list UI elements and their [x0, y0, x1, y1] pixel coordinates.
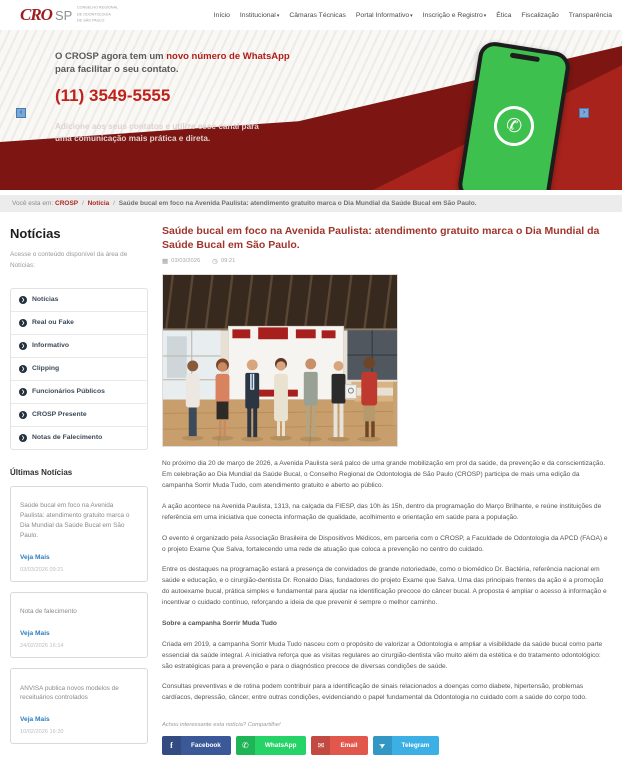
nav-camaras-tecnicas[interactable]: Câmaras Técnicas [289, 11, 346, 19]
phone-notch [510, 53, 540, 63]
veja-mais-link[interactable]: Veja Mais [20, 716, 50, 724]
card-date: 03/03/2026 09:21 [20, 566, 64, 573]
card-title: Nota de falecimento [20, 608, 77, 616]
share-facebook-button[interactable]: f Facebook [162, 736, 231, 755]
telegram-icon: ➤ [373, 736, 392, 755]
clock-icon: ◷ [212, 258, 218, 266]
whatsapp-icon: ✆ [236, 736, 255, 755]
sidebar-menu [10, 288, 148, 450]
nav-transparencia[interactable]: Transparência [568, 11, 612, 19]
sidebar-item-real-ou-fake[interactable]: ❯ Real ou Fake [11, 312, 147, 335]
card-title: Saúde bucal em foco na Avenida Paulista: atendimento gratuito marca o Dia Mundial da Saúde Bucal em São Paulo. [20, 502, 130, 539]
arrow-circle-icon: ❯ [19, 319, 27, 327]
banner-headline: O CROSP agora tem um novo número de WhatsApp para facilitar o seu contato. [55, 51, 290, 76]
card-date: 24/02/2026 16:14 [20, 643, 64, 650]
banner-subtext: Adicione aos seus contatos e utilize esse canal para uma comunicação mais prática e direta. [55, 121, 259, 143]
latest-news-title: Últimas Notícias [10, 467, 73, 477]
article-meta [162, 257, 612, 265]
article-title: Saúde bucal em foco na Avenida Paulista: atendimento gratuito marca o Dia Mundial da Saúde Bucal em São Paulo. [162, 225, 600, 252]
nav-fiscalizacao[interactable]: Fiscalização [521, 11, 559, 19]
sidebar-item-notas-de-falecimento[interactable]: ❯ Notas de Falecimento [11, 427, 147, 449]
article-paragraph: O evento é organizado pela Associação Brasileira de Dispositivos Médicos, em parceria com o CROSP, a Faculdade de Odontologia da APCD (FAOA) e o projeto Exame Que Salva, fortalecendo uma rede de atuação que coloca a prevenção no centro do cuidado. [162, 534, 608, 553]
sidebar-title: Notícias [10, 226, 61, 241]
chevron-down-icon: ▾ [410, 12, 413, 19]
article-paragraph: Consultas preventivas e de rotina podem contribuir para a identificação de sinais relacionados a doenças como diabete, hipertensão, problemas cardíacos, depressão, câncer, entre outras condições, evidenciando o papel fundamental da Odontologia no cuidado com a saúde do corpo todo. [162, 683, 587, 702]
nav-inscricao-registro[interactable]: Inscrição e Registro▾ [422, 11, 487, 19]
veja-mais-link[interactable]: Veja Mais [20, 553, 50, 561]
facebook-icon: f [162, 736, 181, 755]
share-prompt: Achou interessante esta notícia? Compartilhe! [162, 722, 281, 729]
article-paragraph: A ação acontece na Avenida Paulista, 1313, na calçada da FIESP, das 10h às 15h, dentro da programação do Março Brilhante, e reúne instituições de referência em uma iniciativa que conecta informação de qualidade, acolhimento e orientação em saúde para a população. [162, 502, 602, 521]
chevron-down-icon: ▾ [276, 12, 280, 19]
share-telegram-button[interactable]: ➤ Telegram [373, 736, 440, 755]
article-body [162, 459, 612, 704]
carousel-prev-button[interactable]: ‹ [16, 108, 26, 118]
share-buttons [162, 736, 612, 755]
card-title: ANVISA publica novos modelos de receituários controlados [20, 684, 119, 702]
logo-tagline: CONSELHO REGIONAL DE ODONTOLOGIA DE SÃO PAULO [77, 6, 119, 24]
nav-inicio[interactable]: Início [213, 11, 230, 19]
breadcrumb-link-crosp[interactable]: CROSP [55, 200, 79, 207]
article-time: 09:21 [220, 258, 236, 265]
sidebar-item-informativo[interactable]: ❯ Informativo [11, 335, 147, 358]
main-nav [204, 12, 612, 19]
article-paragraph: Entre os destaques na programação estará a presença de convidados de grande notoriedade, como o biomédico Dr. Bactéria, referência nacional em saúde e educação, e o cirurgião-dentista Dr. Ronaldo Dias, fundadores do projeto Exame que Salva. Uma das principais frentes da ação é a promoção do autoexame bucal, prática simples e fundamental para ajudar na identificação precoce do câncer bucal. A proposta é ampliar o acesso à informação e incentivar o cuidado contínuo, reforçando a ideia de que prevenir é sempre o melhor caminho. [162, 566, 607, 607]
article-subheading: Sobre a campanha Sorrir Muda Tudo [162, 619, 277, 627]
arrow-circle-icon: ❯ [19, 411, 27, 419]
latest-news-card [10, 486, 148, 582]
calendar-icon: ▦ [162, 258, 169, 266]
card-date: 10/02/2026 16:20 [20, 729, 64, 736]
arrow-circle-icon: ❯ [19, 296, 27, 304]
chevron-down-icon: ▾ [483, 12, 487, 19]
top-bar [0, 0, 622, 30]
breadcrumb-current: Saúde bucal em foco na Avenida Paulista: atendimento gratuito marca o Dia Mundial da Saúde Bucal em São Paulo. [118, 200, 477, 207]
arrow-circle-icon: ❯ [19, 342, 27, 350]
sidebar-intro: Acesse o conteúdo disponível da área de Notícias: [10, 251, 128, 269]
article-date: 03/03/2026 [171, 258, 201, 265]
news-sidebar [10, 222, 148, 755]
banner-phone-number: (11) 3549-5555 [55, 85, 171, 105]
sidebar-item-funcionarios-publicos[interactable]: ❯ Funcionários Públicos [11, 381, 147, 404]
article-paragraph: No próximo dia 20 de março de 2026, a Avenida Paulista será palco de uma grande mobilização em prol da saúde, da prevenção e da conscientização. Em celebração ao Dia Mundial da Saúde Bucal, o Conselho Regional de Odontologia de São Paulo (CROSP) participa de mais uma edição da campanha Sorrir Muda Tudo, com atendimento gratuito e aberto ao público. [162, 460, 606, 490]
sidebar-item-noticias[interactable]: ❯ Notícias [11, 289, 147, 312]
logo-cro-text: CRO [20, 5, 52, 24]
share-whatsapp-button[interactable]: ✆ WhatsApp [236, 736, 307, 755]
whatsapp-icon: ✆ [491, 103, 537, 149]
banner-highlight: novo número de WhatsApp [166, 51, 290, 62]
nav-institucional[interactable]: Institucional▾ [239, 11, 280, 19]
crosp-logo[interactable] [20, 5, 121, 25]
sidebar-item-clipping[interactable]: ❯ Clipping [11, 358, 147, 381]
share-email-button[interactable]: ✉ Email [311, 736, 367, 755]
arrow-circle-icon: ❯ [19, 388, 27, 396]
sidebar-item-crosp-presente[interactable]: ❯ CROSP Presente [11, 404, 147, 427]
content-area [0, 212, 622, 777]
article-main [162, 222, 612, 755]
carousel-next-button[interactable]: › [579, 108, 589, 118]
arrow-circle-icon: ❯ [19, 365, 27, 373]
banner-copy [55, 50, 290, 145]
latest-news-card [10, 668, 148, 744]
article-photo [162, 274, 398, 447]
logo-sp-text: SP [54, 7, 73, 23]
email-icon: ✉ [311, 736, 330, 755]
veja-mais-link[interactable]: Veja Mais [20, 630, 50, 638]
whatsapp-banner [0, 30, 622, 190]
arrow-circle-icon: ❯ [19, 434, 27, 442]
latest-news-card [10, 592, 148, 658]
breadcrumb: Você esta em: CROSP / Notícia / Saúde bucal em foco na Avenida Paulista: atendimento gratuito marca o Dia Mundial da Saúde Bucal em São Paulo. [0, 195, 622, 212]
article-paragraph: Criada em 2019, a campanha Sorrir Muda Tudo nasceu com o propósito de valorizar a Odontologia e ampliar a visibilidade da saúde bucal como parte essencial da saúde integral. A iniciativa reforça que as visitas regulares ao cirurgião-dentista vão muito além da estética e do tratamento odontológico: são estratégicas para a prevenção e para o diagnóstico precoce de diversas condições de saúde. [162, 640, 603, 670]
breadcrumb-link-noticia[interactable]: Notícia [87, 200, 110, 207]
nav-portal-informativo[interactable]: Portal Informativo▾ [355, 11, 413, 19]
breadcrumb-prefix: Você esta em: [12, 200, 54, 207]
nav-etica[interactable]: Ética [496, 11, 512, 19]
